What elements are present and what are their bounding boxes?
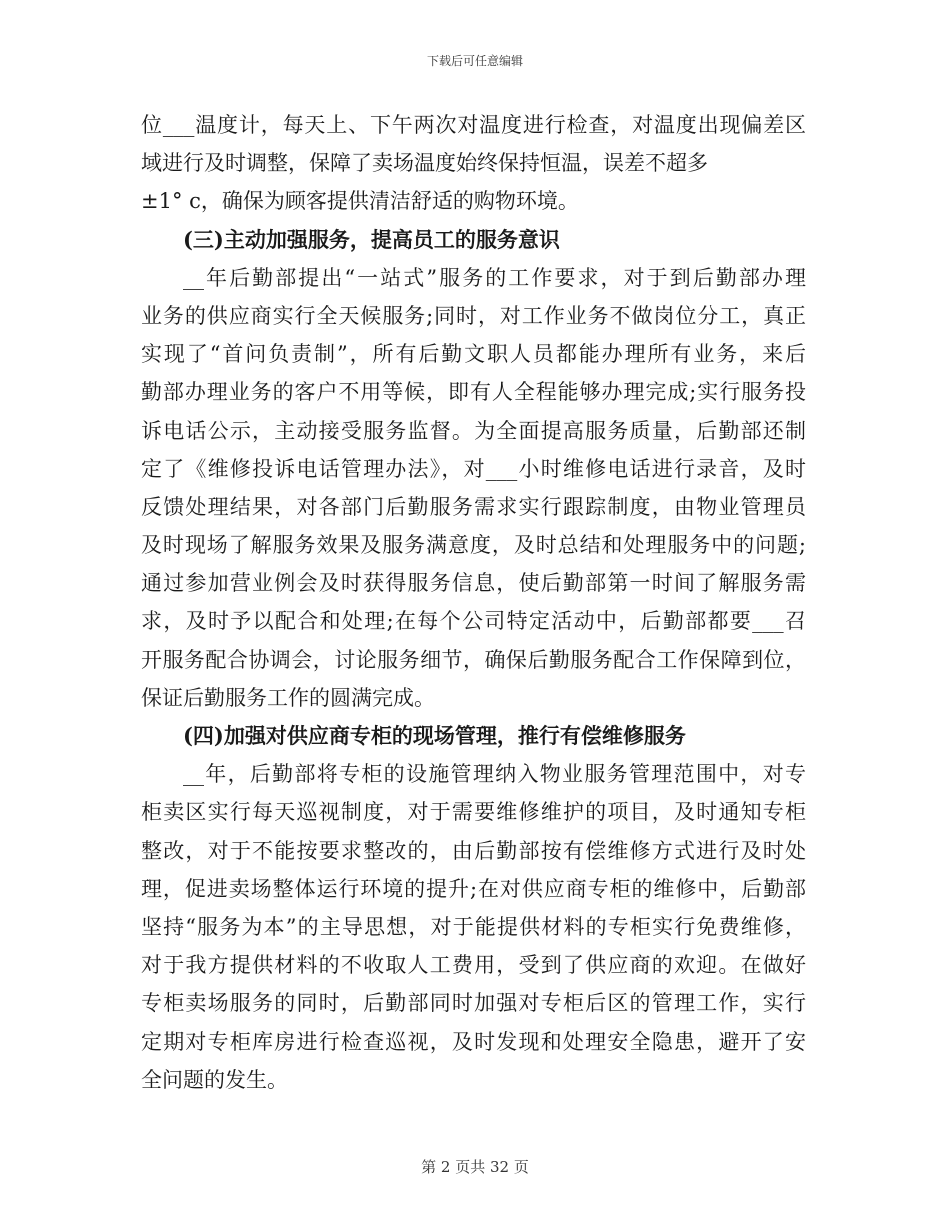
paragraph-line: 整改，对于不能按要求整改的，由后勤部按有偿维修方式进行及时处 — [141, 838, 806, 863]
paragraph-line: 勤部办理业务的客户不用等候，即有人全程能够办理完成;实行服务投 — [141, 380, 806, 405]
paragraph-line: __年后勤部提出“一站式”服务的工作要求，对于到后勤部办理 — [183, 265, 806, 290]
paragraph-line: 诉电话公示，主动接受服务监督。为全面提高服务质量，后勤部还制 — [141, 418, 806, 443]
page-header: 下载后可任意编辑 — [426, 54, 523, 68]
paragraph-line: 坚持“服务为本”的主导思想，对于能提供材料的专柜实行免费维修， — [141, 914, 806, 939]
section-heading-3: (三)主动加强服务，提高员工的服务意识 — [183, 226, 560, 252]
section-heading-4: (四)加强对供应商专柜的现场管理，推行有偿维修服务 — [183, 723, 686, 748]
paragraph-line: 专柜卖场服务的同时，后勤部同时加强对专柜后区的管理工作，实行 — [141, 991, 806, 1016]
paragraph-line: 域进行及时调整，保障了卖场温度始终保持恒温，误差不超多 — [141, 151, 708, 176]
paragraph-line: 理，促进卖场整体运行环境的提升;在对供应商专柜的维修中，后勤部 — [141, 876, 806, 901]
paragraph-line: 实现了“首问负责制”，所有后勤文职人员都能办理所有业务，来后 — [141, 342, 806, 367]
paragraph-line: 开服务配合协调会，讨论服务细节，确保后勤服务配合工作保障到位， — [141, 647, 806, 672]
paragraph-line: 位___温度计，每天上、下午两次对温度进行检查，对温度出现偏差区 — [141, 113, 806, 137]
paragraph-line: 业务的供应商实行全天候服务;同时，对工作业务不做岗位分工，真正 — [141, 303, 806, 328]
paragraph-line: 柜卖区实行每天巡视制度，对于需要维修维护的项目，及时通知专柜 — [141, 800, 806, 825]
document-body — [141, 106, 806, 1099]
paragraph-line: 定期对专柜库房进行检查巡视，及时发现和处理安全隐患，避开了安 — [141, 1029, 806, 1054]
paragraph-line: 及时现场了解服务效果及服务满意度，及时总结和处理服务中的问题; — [141, 533, 806, 558]
paragraph-line: 求，及时予以配合和处理;在每个公司特定活动中，后勤部都要___召 — [141, 609, 806, 634]
paragraph-line: 反馈处理结果，对各部门后勤服务需求实行跟踪制度，由物业管理员 — [141, 494, 806, 519]
paragraph-line: 全问题的发生。 — [141, 1067, 288, 1092]
page-footer: 第 2 页共 32 页 — [421, 1158, 529, 1176]
paragraph-line: __年，后勤部将专柜的设施管理纳入物业服务管理范围中，对专 — [183, 762, 806, 787]
paragraph-line: 对于我方提供材料的不收取人工费用，受到了供应商的欢迎。在做好 — [141, 953, 806, 978]
paragraph-line: 定了《维修投诉电话管理办法》，对___小时维修电话进行录音，及时 — [141, 456, 806, 481]
paragraph-line: ±1° c，确保为顾客提供清洁舒适的购物环境。 — [141, 189, 579, 214]
paragraph-line: 保证后勤服务工作的圆满完成。 — [141, 685, 435, 710]
paragraph-line: 通过参加营业例会及时获得服务信息，使后勤部第一时间了解服务需 — [141, 571, 806, 596]
